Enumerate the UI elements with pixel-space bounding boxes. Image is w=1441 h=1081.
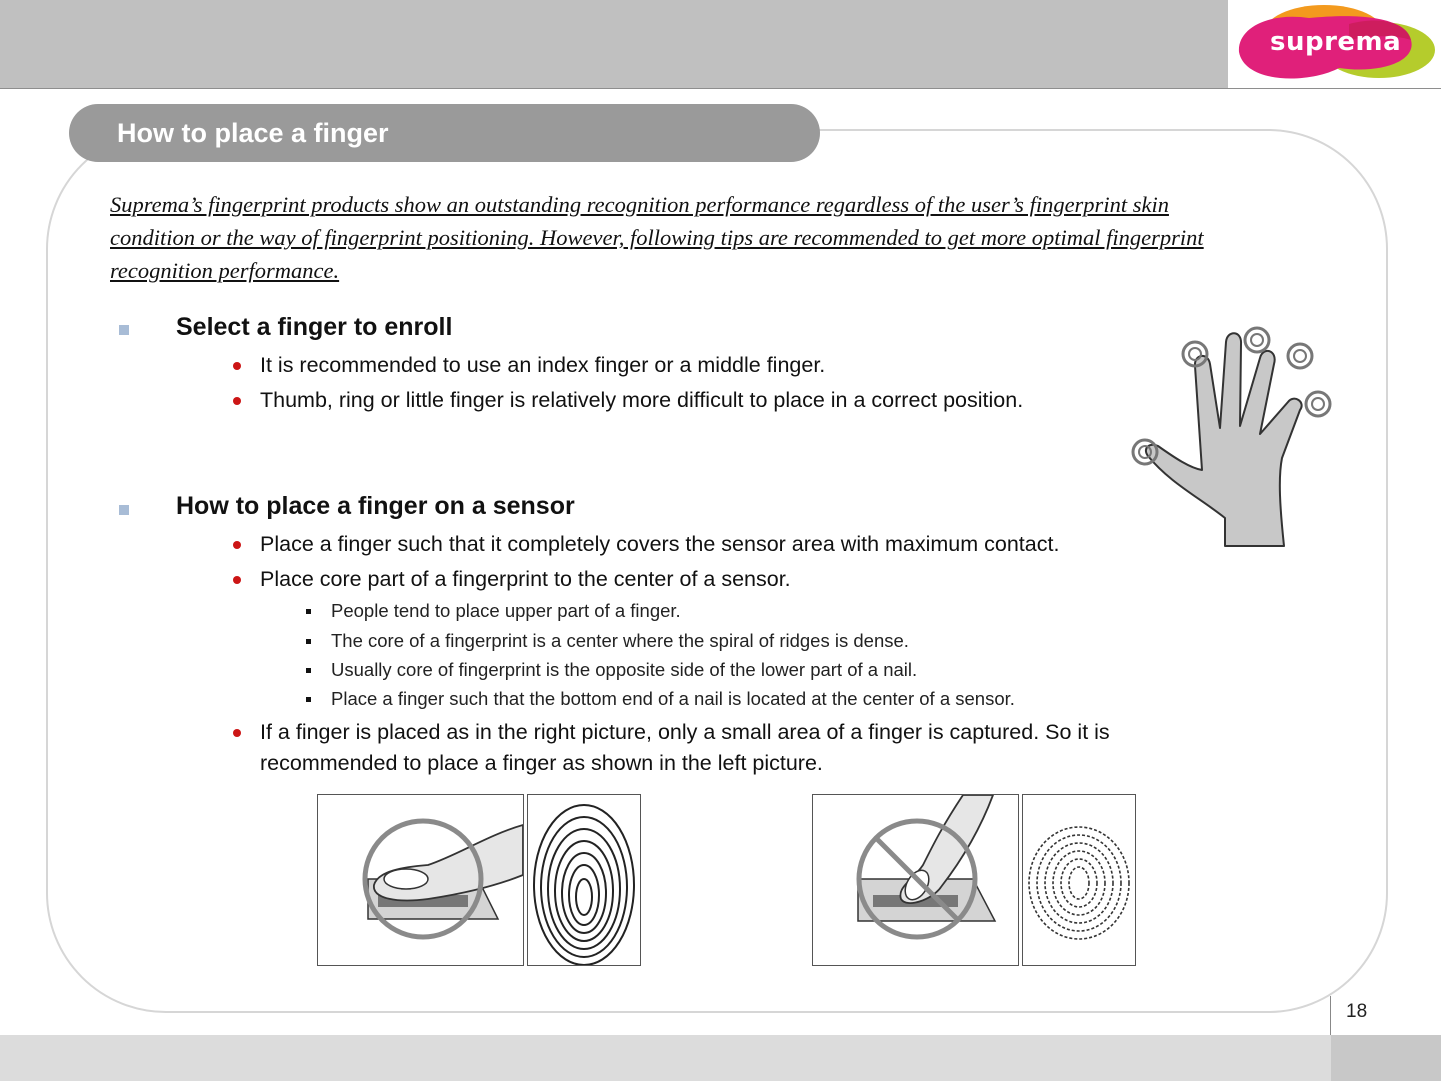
- section2-heading: How to place a finger on a sensor: [176, 492, 575, 520]
- section2-bullet-3-line2: recommended to place a finger as shown in the left picture.: [260, 751, 823, 775]
- section-bullet: [119, 325, 129, 335]
- section2-bullet-2: Place core part of a fingerprint to the center of a sensor.: [260, 567, 791, 591]
- sub-bullet: [306, 639, 311, 644]
- section2-bullet-3-line1: If a finger is placed as in the right picture, only a small area of a finger is captured. So it is: [260, 720, 1110, 744]
- header-divider: [0, 88, 1441, 89]
- intro-paragraph: Suprema’s fingerprint products show an outstanding recognition performance regardless of the user’s fingerprint skin condition or the way of fingerprint positioning. However, following tips are recommended to get more optimal fingerprint recognition performance.: [110, 192, 1204, 283]
- full-fingerprint-panel: [527, 794, 641, 966]
- section-bullet: [119, 505, 129, 515]
- finger-correct-icon: [318, 795, 523, 965]
- section1-heading: Select a finger to enroll: [176, 313, 453, 341]
- page-number: 18: [1346, 1001, 1368, 1022]
- sub-bullet-2: The core of a fingerprint is a center where the spiral of ridges is dense.: [331, 630, 909, 651]
- section1-bullet-1: It is recommended to use an index finger or a middle finger.: [260, 353, 826, 377]
- hand-icon: [1120, 318, 1340, 548]
- sub-bullet-4: Place a finger such that the bottom end of a nail is located at the center of a sensor.: [331, 688, 1015, 709]
- footer-band-right: [1331, 1035, 1441, 1081]
- page-title: How to place a finger: [117, 118, 389, 148]
- correct-placement-panel: [317, 794, 524, 966]
- header-band: [0, 0, 1228, 88]
- red-bullet: [233, 397, 241, 405]
- sub-bullet: [306, 697, 311, 702]
- logo-text: suprema: [1270, 27, 1402, 57]
- sub-bullet: [306, 609, 311, 614]
- footer-band: [0, 1035, 1441, 1081]
- sub-bullet-3: Usually core of fingerprint is the opposite side of the lower part of a nail.: [331, 659, 918, 680]
- fingerprint-partial-icon: [1023, 795, 1135, 965]
- red-bullet: [233, 729, 241, 737]
- incorrect-placement-panel: [812, 794, 1019, 966]
- finger-incorrect-icon: [813, 795, 1018, 965]
- red-bullet: [233, 576, 241, 584]
- red-bullet: [233, 362, 241, 370]
- section2-bullet-1: Place a finger such that it completely covers the sensor area with maximum contact.: [260, 532, 1060, 556]
- section1-bullet-2: Thumb, ring or little finger is relatively more difficult to place in a correct position.: [260, 388, 1024, 412]
- partial-fingerprint-panel: [1022, 794, 1136, 966]
- sub-bullet-1: People tend to place upper part of a finger.: [331, 600, 681, 621]
- sub-bullet: [306, 668, 311, 673]
- red-bullet: [233, 541, 241, 549]
- fingerprint-full-icon: [528, 795, 640, 965]
